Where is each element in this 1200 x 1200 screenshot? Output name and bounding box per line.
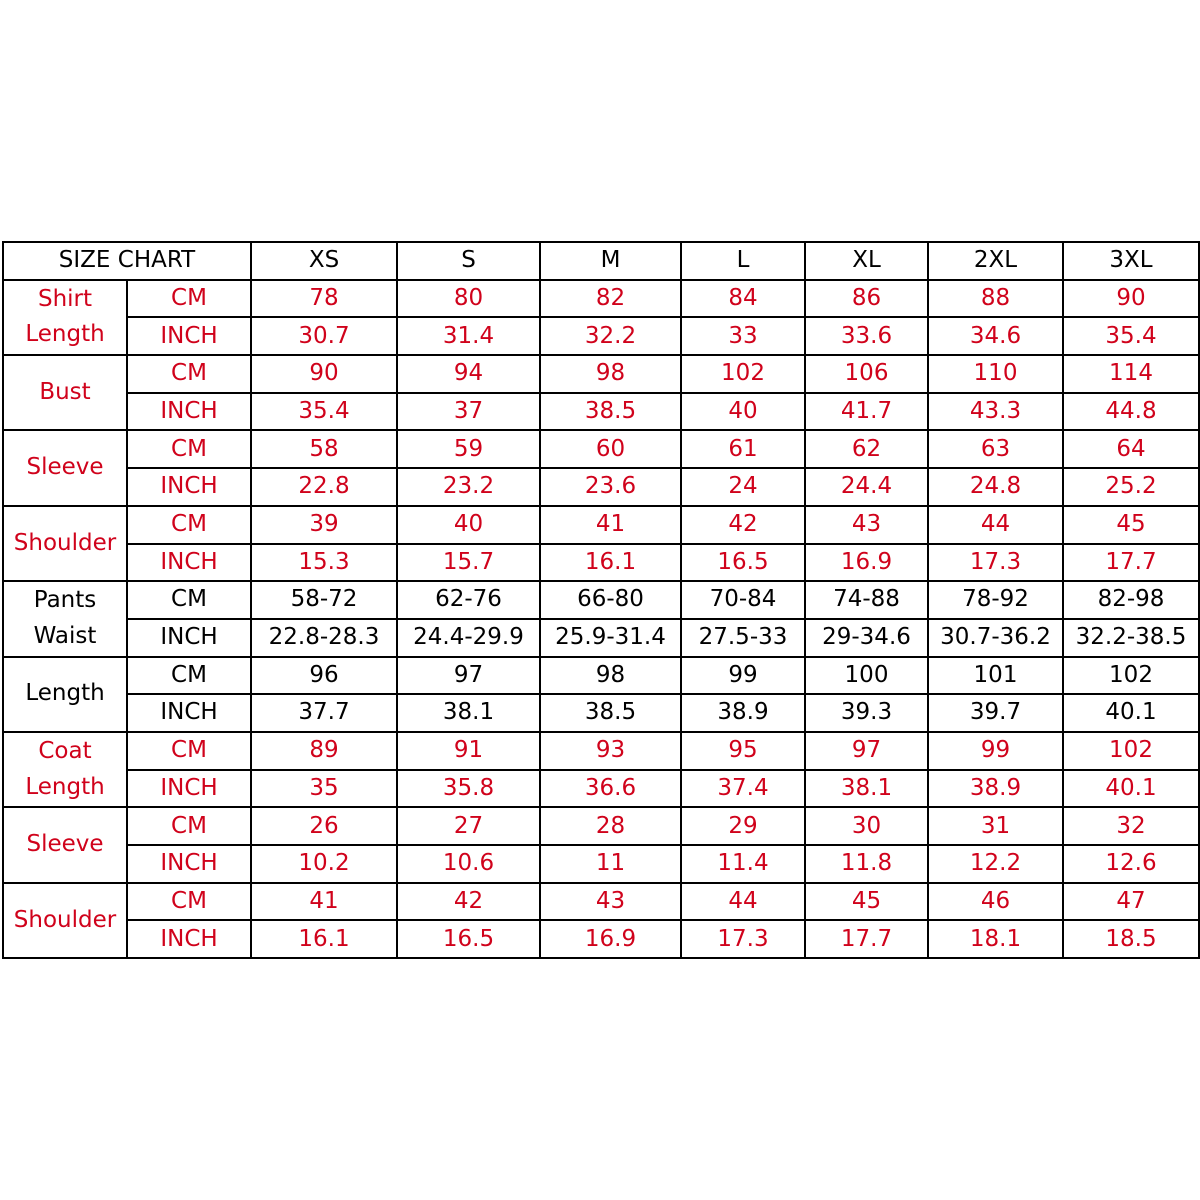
measurement-value: 16.5 <box>397 920 540 958</box>
size-chart-title: SIZE CHART <box>3 242 251 280</box>
measurement-value: 99 <box>928 732 1063 770</box>
measurement-value: 41 <box>251 883 397 921</box>
measurement-value: 18.1 <box>928 920 1063 958</box>
measurement-label-line: Sleeve <box>26 831 104 858</box>
measurement-value: 11.8 <box>805 845 928 883</box>
table-row <box>3 355 1199 393</box>
measurement-value: 98 <box>540 657 681 695</box>
measurement-value: 38.5 <box>540 694 681 732</box>
measurement-value: 35.4 <box>1063 317 1199 355</box>
measurement-value: 42 <box>397 883 540 921</box>
measurement-value: 88 <box>928 280 1063 318</box>
unit-label: CM <box>127 355 251 393</box>
measurement-value: 22.8 <box>251 468 397 506</box>
measurement-label <box>3 883 127 958</box>
measurement-value: 60 <box>540 430 681 468</box>
measurement-value: 84 <box>681 280 805 318</box>
measurement-label-line: Shoulder <box>13 529 117 556</box>
unit-label: INCH <box>127 845 251 883</box>
unit-label: INCH <box>127 317 251 355</box>
measurement-value: 35.4 <box>251 393 397 431</box>
measurement-value: 47 <box>1063 883 1199 921</box>
measurement-label <box>3 430 127 505</box>
measurement-value: 78 <box>251 280 397 318</box>
measurement-label-line: Waist <box>33 622 97 649</box>
measurement-value: 100 <box>805 657 928 695</box>
measurement-value: 33.6 <box>805 317 928 355</box>
measurement-value: 16.1 <box>251 920 397 958</box>
measurement-value: 38.1 <box>397 694 540 732</box>
measurement-value: 15.3 <box>251 544 397 582</box>
measurement-value: 26 <box>251 807 397 845</box>
measurement-value: 35.8 <box>397 770 540 808</box>
measurement-value: 12.6 <box>1063 845 1199 883</box>
measurement-value: 74-88 <box>805 581 928 619</box>
measurement-value: 24.4 <box>805 468 928 506</box>
measurement-value: 17.3 <box>928 544 1063 582</box>
measurement-value: 17.7 <box>1063 544 1199 582</box>
measurement-value: 37.4 <box>681 770 805 808</box>
unit-label: CM <box>127 280 251 318</box>
measurement-label <box>3 732 127 807</box>
size-chart-table <box>2 241 1200 959</box>
measurement-value: 95 <box>681 732 805 770</box>
table-row <box>3 468 1199 506</box>
measurement-value: 91 <box>397 732 540 770</box>
measurement-value: 102 <box>1063 657 1199 695</box>
measurement-value: 44 <box>928 506 1063 544</box>
measurement-value: 38.9 <box>928 770 1063 808</box>
unit-label: INCH <box>127 393 251 431</box>
measurement-value: 24 <box>681 468 805 506</box>
measurement-value: 90 <box>251 355 397 393</box>
measurement-value: 45 <box>1063 506 1199 544</box>
header-row <box>3 242 1199 280</box>
size-header-m: M <box>540 242 681 280</box>
measurement-value: 66-80 <box>540 581 681 619</box>
unit-label: CM <box>127 581 251 619</box>
measurement-value: 90 <box>1063 280 1199 318</box>
measurement-label-line: Coat <box>38 737 92 764</box>
measurement-value: 86 <box>805 280 928 318</box>
table-row <box>3 581 1199 619</box>
measurement-value: 28 <box>540 807 681 845</box>
measurement-value: 25.9-31.4 <box>540 619 681 657</box>
measurement-value: 96 <box>251 657 397 695</box>
measurement-value: 42 <box>681 506 805 544</box>
measurement-value: 34.6 <box>928 317 1063 355</box>
measurement-value: 10.6 <box>397 845 540 883</box>
measurement-value: 32.2 <box>540 317 681 355</box>
table-row <box>3 544 1199 582</box>
measurement-value: 89 <box>251 732 397 770</box>
measurement-value: 63 <box>928 430 1063 468</box>
measurement-label-line: Shirt <box>37 285 93 312</box>
size-header-l: L <box>681 242 805 280</box>
measurement-value: 36.6 <box>540 770 681 808</box>
measurement-label-line: Bust <box>39 378 91 405</box>
size-header-3xl: 3XL <box>1063 242 1199 280</box>
measurement-value: 114 <box>1063 355 1199 393</box>
measurement-label <box>3 807 127 882</box>
measurement-value: 32 <box>1063 807 1199 845</box>
measurement-value: 37.7 <box>251 694 397 732</box>
measurement-value: 44.8 <box>1063 393 1199 431</box>
measurement-value: 23.6 <box>540 468 681 506</box>
table-row <box>3 845 1199 883</box>
table-row <box>3 506 1199 544</box>
measurement-value: 40.1 <box>1063 694 1199 732</box>
measurement-value: 110 <box>928 355 1063 393</box>
measurement-value: 30 <box>805 807 928 845</box>
table-row <box>3 694 1199 732</box>
measurement-value: 70-84 <box>681 581 805 619</box>
table-row <box>3 393 1199 431</box>
unit-label: CM <box>127 657 251 695</box>
unit-label: INCH <box>127 694 251 732</box>
unit-label: CM <box>127 732 251 770</box>
measurement-value: 40 <box>681 393 805 431</box>
measurement-value: 24.8 <box>928 468 1063 506</box>
measurement-value: 27 <box>397 807 540 845</box>
unit-label: INCH <box>127 920 251 958</box>
measurement-value: 97 <box>805 732 928 770</box>
measurement-label <box>3 581 127 656</box>
unit-label: INCH <box>127 770 251 808</box>
measurement-value: 101 <box>928 657 1063 695</box>
measurement-value: 29-34.6 <box>805 619 928 657</box>
measurement-label <box>3 506 127 581</box>
measurement-value: 33 <box>681 317 805 355</box>
measurement-value: 43.3 <box>928 393 1063 431</box>
measurement-label-line: Length <box>25 321 105 348</box>
measurement-value: 58-72 <box>251 581 397 619</box>
table-row <box>3 883 1199 921</box>
unit-label: CM <box>127 807 251 845</box>
measurement-value: 102 <box>681 355 805 393</box>
table-row <box>3 920 1199 958</box>
table-row <box>3 430 1199 468</box>
measurement-value: 80 <box>397 280 540 318</box>
measurement-value: 30.7-36.2 <box>928 619 1063 657</box>
measurement-value: 45 <box>805 883 928 921</box>
unit-label: CM <box>127 430 251 468</box>
measurement-value: 43 <box>805 506 928 544</box>
measurement-value: 98 <box>540 355 681 393</box>
measurement-value: 10.2 <box>251 845 397 883</box>
measurement-value: 82-98 <box>1063 581 1199 619</box>
measurement-value: 46 <box>928 883 1063 921</box>
size-header-xs: XS <box>251 242 397 280</box>
unit-label: INCH <box>127 619 251 657</box>
unit-label: INCH <box>127 468 251 506</box>
measurement-value: 29 <box>681 807 805 845</box>
measurement-value: 30.7 <box>251 317 397 355</box>
measurement-value: 39.3 <box>805 694 928 732</box>
measurement-value: 22.8-28.3 <box>251 619 397 657</box>
size-header-2xl: 2XL <box>928 242 1063 280</box>
size-header-xl: XL <box>805 242 928 280</box>
measurement-value: 97 <box>397 657 540 695</box>
measurement-value: 106 <box>805 355 928 393</box>
measurement-value: 16.9 <box>540 920 681 958</box>
measurement-value: 23.2 <box>397 468 540 506</box>
measurement-value: 24.4-29.9 <box>397 619 540 657</box>
measurement-label-line: Length <box>25 773 105 800</box>
measurement-value: 17.7 <box>805 920 928 958</box>
measurement-label <box>3 280 127 355</box>
measurement-value: 38.5 <box>540 393 681 431</box>
measurement-value: 18.5 <box>1063 920 1199 958</box>
unit-label: CM <box>127 506 251 544</box>
measurement-value: 40.1 <box>1063 770 1199 808</box>
measurement-value: 62-76 <box>397 581 540 619</box>
table-row <box>3 657 1199 695</box>
measurement-label-line: Pants <box>33 587 97 614</box>
measurement-value: 31 <box>928 807 1063 845</box>
measurement-value: 78-92 <box>928 581 1063 619</box>
measurement-value: 61 <box>681 430 805 468</box>
size-header-s: S <box>397 242 540 280</box>
measurement-value: 41 <box>540 506 681 544</box>
measurement-value: 11.4 <box>681 845 805 883</box>
measurement-value: 11 <box>540 845 681 883</box>
measurement-label <box>3 355 127 430</box>
measurement-value: 38.9 <box>681 694 805 732</box>
measurement-value: 31.4 <box>397 317 540 355</box>
measurement-value: 39.7 <box>928 694 1063 732</box>
measurement-value: 37 <box>397 393 540 431</box>
measurement-value: 16.5 <box>681 544 805 582</box>
measurement-value: 32.2-38.5 <box>1063 619 1199 657</box>
measurement-label-line: Sleeve <box>26 454 104 481</box>
measurement-value: 40 <box>397 506 540 544</box>
measurement-value: 44 <box>681 883 805 921</box>
table-row <box>3 770 1199 808</box>
measurement-value: 43 <box>540 883 681 921</box>
table-row <box>3 619 1199 657</box>
table-row <box>3 280 1199 318</box>
table-row <box>3 807 1199 845</box>
measurement-value: 93 <box>540 732 681 770</box>
measurement-label-line: Length <box>25 680 105 707</box>
table-row <box>3 732 1199 770</box>
measurement-value: 102 <box>1063 732 1199 770</box>
measurement-value: 27.5-33 <box>681 619 805 657</box>
measurement-value: 16.1 <box>540 544 681 582</box>
measurement-value: 25.2 <box>1063 468 1199 506</box>
measurement-value: 58 <box>251 430 397 468</box>
measurement-value: 64 <box>1063 430 1199 468</box>
table-row <box>3 317 1199 355</box>
measurement-value: 99 <box>681 657 805 695</box>
measurement-value: 16.9 <box>805 544 928 582</box>
measurement-value: 15.7 <box>397 544 540 582</box>
measurement-label-line: Shoulder <box>13 906 117 933</box>
measurement-label <box>3 657 127 732</box>
measurement-value: 62 <box>805 430 928 468</box>
measurement-value: 39 <box>251 506 397 544</box>
measurement-value: 12.2 <box>928 845 1063 883</box>
unit-label: INCH <box>127 544 251 582</box>
measurement-value: 17.3 <box>681 920 805 958</box>
measurement-value: 41.7 <box>805 393 928 431</box>
measurement-value: 59 <box>397 430 540 468</box>
unit-label: CM <box>127 883 251 921</box>
measurement-value: 94 <box>397 355 540 393</box>
measurement-value: 35 <box>251 770 397 808</box>
measurement-value: 82 <box>540 280 681 318</box>
measurement-value: 38.1 <box>805 770 928 808</box>
